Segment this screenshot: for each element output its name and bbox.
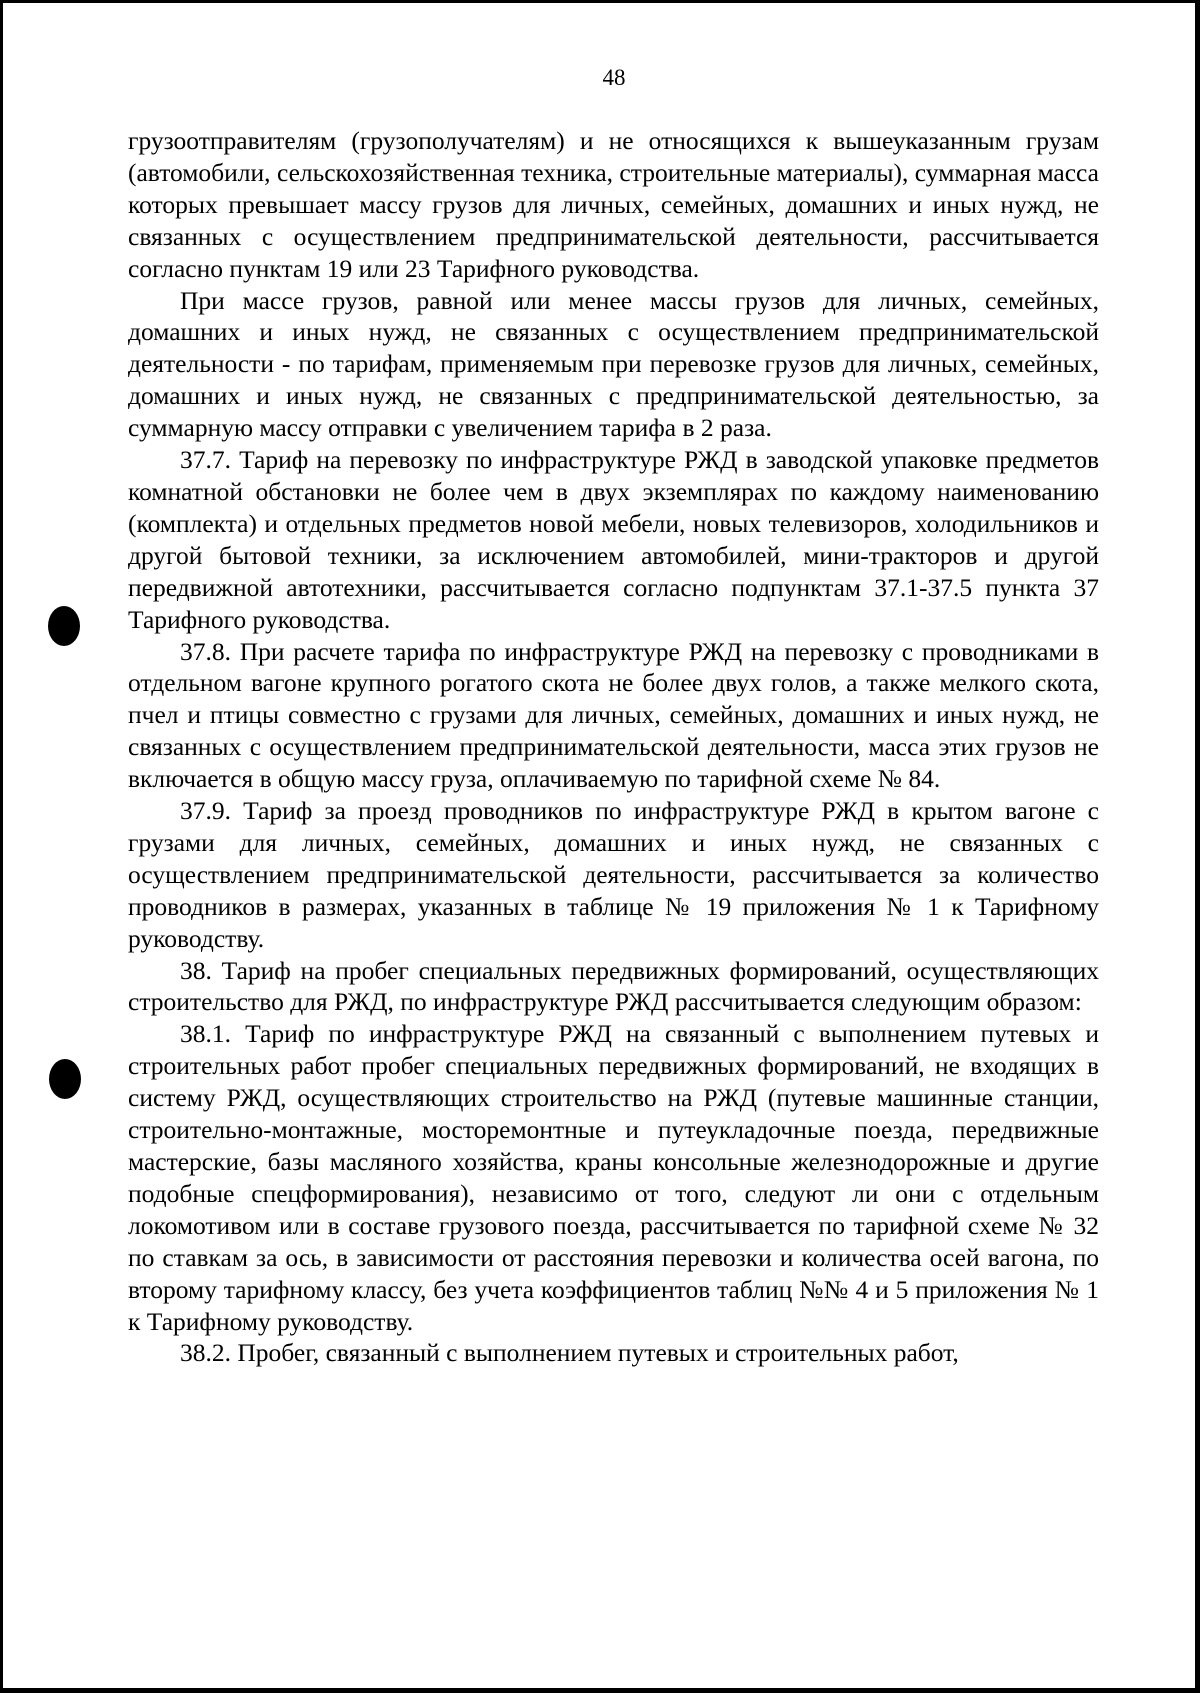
- paragraph-mass-equal-or-less: При массе грузов, равной или менее массы грузов для личных, семейных, домашних и иных нужд, не связанных с осуществлением предпринимательской деятельности - по тарифам, применяемым при перевозке грузов для личных, семейных, домашних и иных нужд, не связанных с предпринимательской деятельностью, за суммарную массу отправки с увеличением тарифа в 2 раза.: [128, 285, 1099, 443]
- paragraph-continuation: грузоотправителям (грузополучателям) и не относящихся к вышеуказанным грузам (автомобили, сельскохозяйственная техника, строительные материалы), суммарная масса которых превышает массу грузов для личных, семейных, домашних и иных нужд, не связанных с осуществлением предпринимательской деятельности, рассчитывается согласно пунктам 19 или 23 Тарифного руководства.: [128, 126, 1099, 283]
- document-body: [128, 125, 1099, 1369]
- punch-hole-mark: [48, 606, 80, 646]
- punch-hole-mark: [49, 1059, 81, 1099]
- paragraph-38-1: 38.1. Тариф по инфраструктуре РЖД на связанный с выполнением путевых и строительных работ пробег специальных передвижных формирований, не входящих в систему РЖД, осуществляющих строительство на РЖД (путевые машинные станции, строительно-монтажные, мосторемонтные и путеукладочные поезда, передвижные мастерские, базы масляного хозяйства, краны консольные железнодорожные и другие подобные спецформирования), независимо от того, следуют ли они с отдельным локомотивом или в составе грузового поезда, рассчитывается по тарифной схеме № 32 по ставкам за ось, в зависимости от расстояния перевозки и количества осей вагона, по второму тарифному классу, без учета коэффициентов таблиц №№ 4 и 5 приложения № 1 к Тарифному руководству.: [128, 1019, 1099, 1336]
- paragraph-37-7: 37.7. Тариф на перевозку по инфраструктуре РЖД в заводской упаковке предметов комнатной обстановки не более чем в двух экземплярах по каждому наименованию (комплекта) и отдельных предметов новой мебели, новых телевизоров, холодильников и другой бытовой техники, за исключением автомобилей, мини-тракторов и другой передвижной автотехники, рассчитывается согласно подпунктам 37.1-37.5 пункта 37 Тарифного руководства.: [128, 445, 1099, 634]
- paragraph-38-2: 38.2. Пробег, связанный с выполнением путевых и строительных работ,: [180, 1338, 959, 1368]
- paragraph-37-9: 37.9. Тариф за проезд проводников по инфраструктуре РЖД в крытом вагоне с грузами для личных, семейных, домашних и иных нужд, не связанных с осуществлением предпринимательской деятельности, рассчитывается за количество проводников в размерах, указанных в таблице № 19 приложения № 1 к Тарифному руководству.: [128, 796, 1099, 953]
- paragraph-37-8: 37.8. При расчете тарифа по инфраструктуре РЖД на перевозку с проводниками в отдельном вагоне крупного рогатого скота не более двух голов, а также мелкого скота, пчел и птицы совместно с грузами для личных, семейных, домашних и иных нужд, не связанных с осуществлением предпринимательской деятельности, масса этих грузов не включается в общую массу груза, оплачиваемую по тарифной схеме № 84.: [128, 636, 1099, 794]
- paragraph-38: 38. Тариф на пробег специальных передвижных формирований, осуществляющих строительство для РЖД, по инфраструктуре РЖД рассчитывается следующим образом:: [128, 955, 1099, 1017]
- page-number: 48: [602, 65, 626, 90]
